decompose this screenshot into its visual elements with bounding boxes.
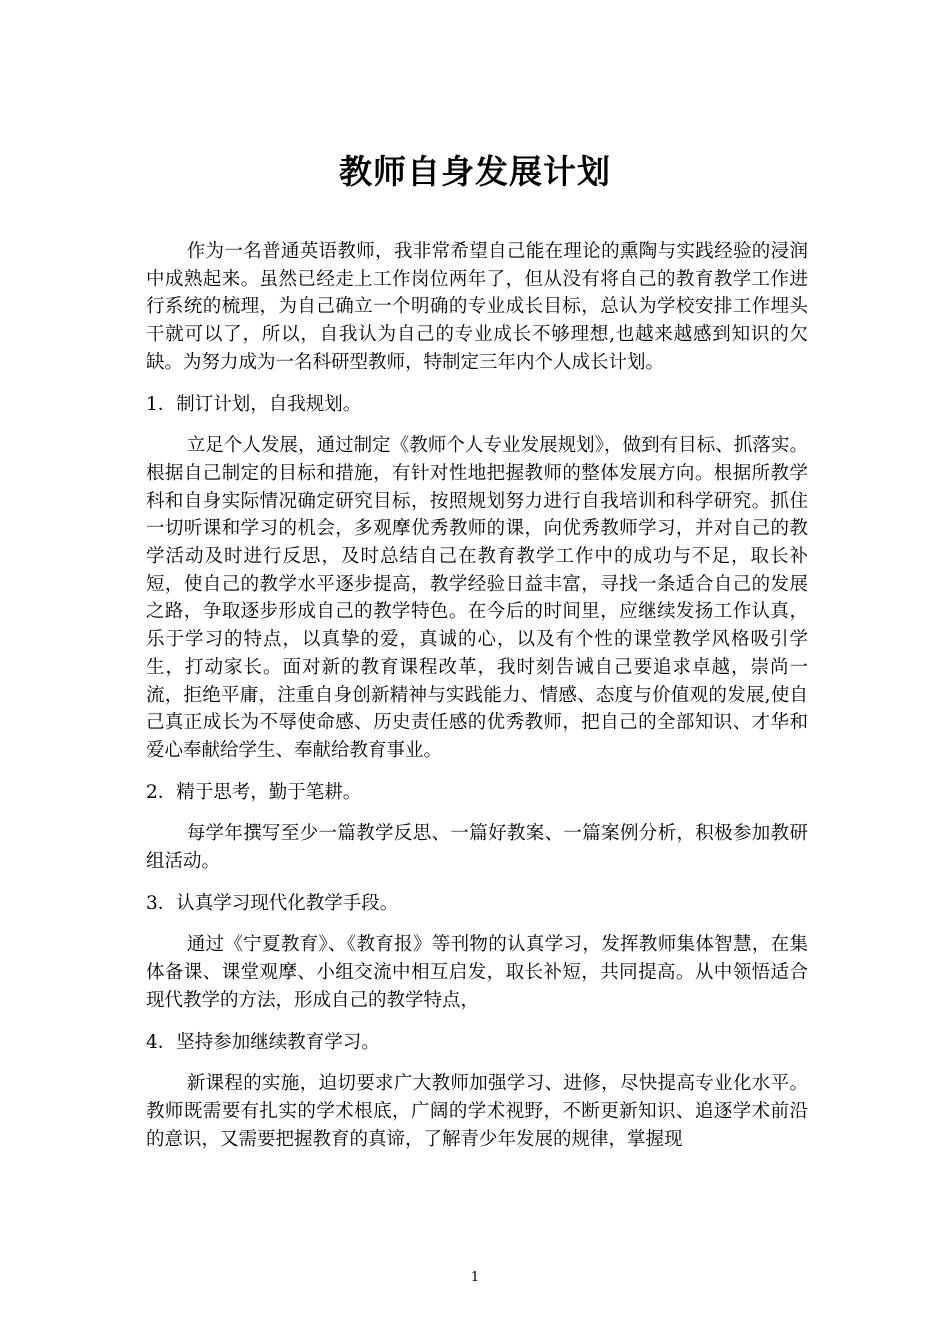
- intro-paragraph: 作为一名普通英语教师，我非常希望自己能在理论的熏陶与实践经验的浸润中成熟起来。虽然已经走上工作岗位两年了，但从没有将自己的教育教学工作进行系统的梳理，为自己确立一个明确的专业成长目标，总认为学校安排工作埋头干就可以了，所以，自我认为自己的专业成长不够理想,也越来越感到知识的欠缺。为努力成为一名科研型教师，特制定三年内个人成长计划。: [146, 241, 808, 373]
- section-heading-2: 2．精于思考，勤于笔耕。: [146, 781, 362, 803]
- section-heading-4: 4．坚持参加继续教育学习。: [146, 1031, 380, 1053]
- document-title: 教师自身发展计划: [339, 152, 611, 192]
- page-number: 1: [470, 1270, 480, 1285]
- section-2-paragraph: 每学年撰写至少一篇教学反思、一篇好教案、一篇案例分析，积极参加教研组活动。: [146, 823, 808, 873]
- section-heading-3: 3．认真学习现代化教学手段。: [146, 892, 399, 914]
- section-1-paragraph: 立足个人发展，通过制定《教师个人专业发展规划》，做到有目标、抓落实。根据自己制定的目标和措施，有针对性地把握教师的整体发展方向。根据所教学科和自身实际情况确定研究目标，按照规划努力进行自我培训和科学研究。抓住一切听课和学习的机会，多观摩优秀教师的课，向优秀教师学习，并对自己的教学活动及时进行反思，及时总结自己在教育教学工作中的成功与不足，取长补短，使自己的教学水平逐步提高，教学经验日益丰富，寻找一条适合自己的发展之路，争取逐步形成自己的教学特色。在今后的时间里，应继续发扬工作认真，乐于学习的特点，以真挚的爱，真诚的心，以及有个性的课堂教学风格吸引学生，打动家长。面对新的教育课程改革，我时刻告诫自己要追求卓越，崇尚一流，拒绝平庸，注重自身创新精神与实践能力、情感、态度与价值观的发展,使自己真正成长为不辱使命感、历史责任感的优秀教师，把自己的全部知识、才华和爱心奉献给学生、奉献给教育事业。: [146, 435, 808, 761]
- section-4-paragraph: 新课程的实施，迫切要求广大教师加强学习、进修，尽快提高专业化水平。教师既需要有扎实的学术根底，广阔的学术视野，不断更新知识、追逐学术前沿的意识，又需要把握教育的真谛，了解青少年发展的规律，掌握现: [146, 1073, 808, 1150]
- section-3-paragraph: 通过《宁夏教育》、《教育报》等刊物的认真学习，发挥教师集体智慧，在集体备课、课堂观摩、小组交流中相互启发，取长补短，共同提高。从中领悟适合现代教学的方法，形成自己的教学特点，: [146, 934, 808, 1011]
- document-body: [146, 238, 808, 1167]
- section-heading-1: 1．制订计划，自我规划。: [146, 393, 362, 415]
